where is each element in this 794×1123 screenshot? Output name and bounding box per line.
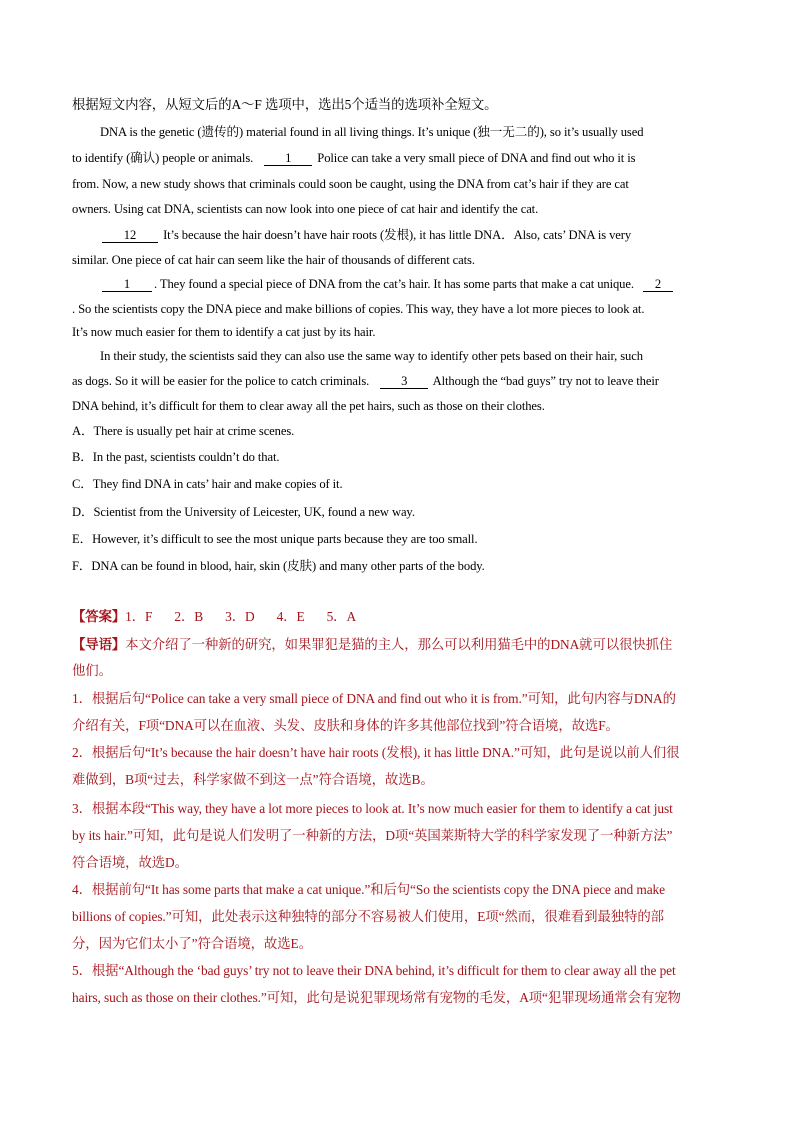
answer-label: 【答案】: [72, 609, 126, 624]
explanation-line: billions of copies.”可知，此处表示这种独特的部分不容易被人们使用，E项“然而，很难看到最独特的部: [72, 909, 664, 924]
passage-line: from. Now, a new study shows that criminals could soon be caught, using the DNA from cat’s hair if they are cat: [72, 177, 629, 191]
passage-line: . So the scientists copy the DNA piece and make billions of copies. This way, they have a lot more pieces to look at.: [72, 302, 645, 316]
explanation-line: 2．根据后句“It’s because the hair doesn’t have hair roots (发根), it has little DNA.”可知，此句是说以前人们很: [72, 745, 680, 760]
explanation-line: by its hair.”可知，此句是说人们发明了一种新的方法，D项“英国莱斯特大学的科学家发现了一种新方法”: [72, 828, 673, 843]
passage-line: owners. Using cat DNA, scientists can now look into one piece of cat hair and identify the cat.: [72, 202, 539, 216]
instruction: 根据短文内容，从短文后的A～F 选项中，选出5个适当的选项补全短文。: [72, 97, 498, 112]
explanation-line: 分，因为它们太小了”符合语境，故选E。: [72, 936, 312, 951]
explanation-line: 3．根据本段“This way, they have a lot more pieces to look at. It’s now much easier for them to identify a cat just: [72, 801, 673, 816]
option-e: E．However, it’s difficult to see the most unique parts because they are too small.: [72, 532, 478, 546]
explanation-line: 符合语境，故选D。: [72, 855, 188, 870]
explanation-line: 4．根据前句“It has some parts that make a cat unique.”和后句“So the scientists copy the DNA piece and make: [72, 882, 665, 897]
blank-2: 2: [643, 277, 673, 292]
passage-line: It’s now much easier for them to identify a cat just by its hair.: [72, 325, 376, 339]
explanation-line: 1．根据后句“Police can take a very small piece of DNA and find out who it is from.”可知，此句内容与DNA的: [72, 691, 676, 706]
blank-1b: 1: [102, 277, 152, 292]
guide-line: 他们。: [72, 663, 112, 678]
explanation-line: 介绍有关，F项“DNA可以在血液、头发、皮肤和身体的许多其他部位找到”符合语境，故选F。: [72, 718, 619, 733]
passage-line: to identify (确认) people or animals. 1 Police can take a very small piece of DNA and find out who it is: [72, 151, 636, 165]
option-d: D．Scientist from the University of Leicester, UK, found a new way.: [72, 505, 415, 519]
option-f: F．DNA can be found in blood, hair, skin (皮肤) and many other parts of the body.: [72, 559, 485, 573]
passage-line: In their study, the scientists said they can also use the same way to identify other pets based on their hair, such: [100, 349, 643, 363]
option-b: B．In the past, scientists couldn’t do that.: [72, 450, 280, 464]
passage-line: DNA behind, it’s difficult for them to clear away all the pet hairs, such as those on their clothes.: [72, 399, 545, 413]
blank-1: 1: [264, 151, 312, 166]
passage-line: as dogs. So it will be easier for the police to catch criminals. 3 Although the “bad guys” try not to leave their: [72, 374, 659, 388]
passage-line: similar. One piece of cat hair can seem like the hair of thousands of different cats.: [72, 253, 475, 267]
guide-label: 【导语】: [72, 637, 126, 652]
passage-line: DNA is the genetic (遗传的) material found in all living things. It’s unique (独一无二的), so it’s usually used: [100, 125, 644, 139]
option-c: C．They find DNA in cats’ hair and make copies of it.: [72, 477, 343, 491]
blank-3: 3: [380, 374, 428, 389]
explanation-line: 5．根据“Although the ‘bad guys’ try not to leave their DNA behind, it’s difficult for them to clear away all the pet: [72, 963, 676, 978]
guide-line: 【导语】本文介绍了一种新的研究，如果罪犯是猫的主人，那么可以利用猫毛中的DNA就可以很快抓住: [72, 637, 673, 652]
blank-12: 12: [102, 228, 158, 243]
passage-line: 1 . They found a special piece of DNA from the cat’s hair. It has some parts that make a cat unique. 2: [100, 274, 722, 294]
answer-line: 【答案】1．F 2．B 3．D 4．E 5．A: [72, 609, 357, 624]
passage-line: 12 It’s because the hair doesn’t have hair roots (发根), it has little DNA．Also, cats’ DNA is very: [100, 225, 722, 245]
option-a: A．There is usually pet hair at crime scenes.: [72, 424, 295, 438]
explanation-line: 难做到，B项“过去，科学家做不到这一点”符合语境，故选B。: [72, 772, 434, 787]
explanation-line: hairs, such as those on their clothes.”可知，此句是说犯罪现场常有宠物的毛发，A项“犯罪现场通常会有宠物: [72, 990, 681, 1005]
